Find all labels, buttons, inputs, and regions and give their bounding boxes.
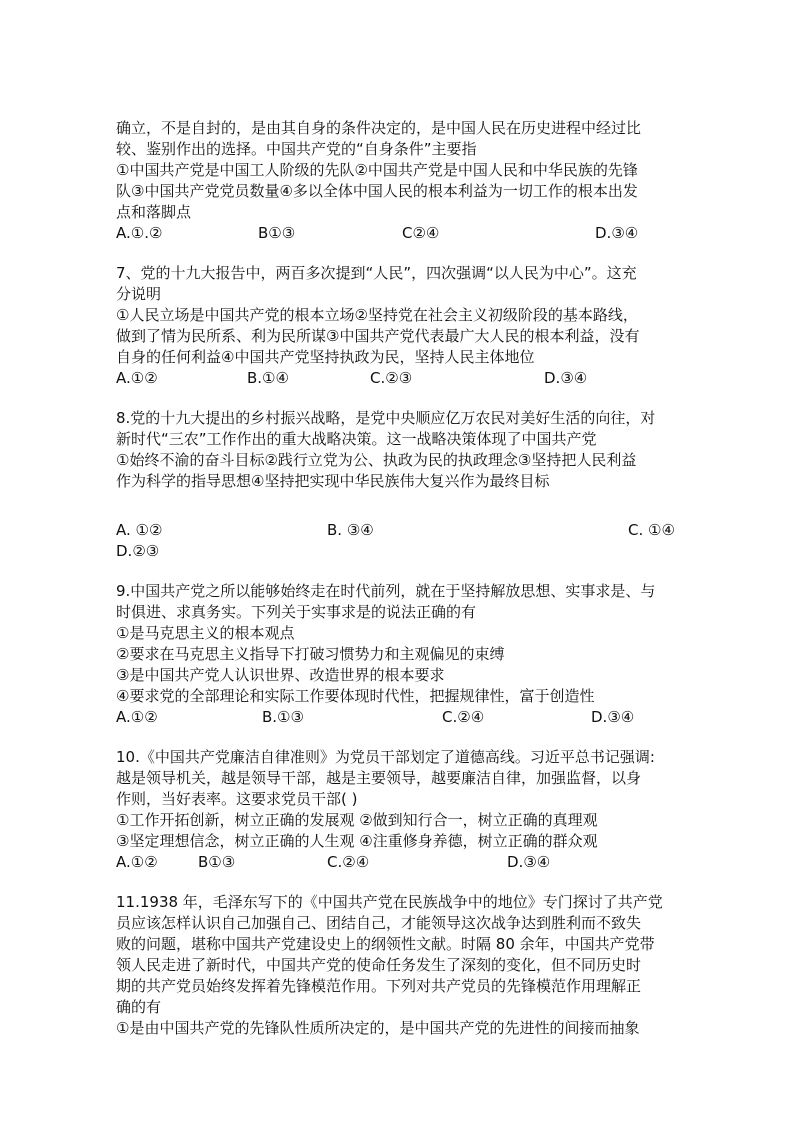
- question-text-line: ①中国共产党是中国工人阶级的先队②中国共产党是中国人民和中华民族的先锋: [116, 161, 638, 179]
- question-text-line: 期的共产党员始终发挥着先锋模范作用。下列对共产党员的先锋模范作用理解正: [116, 977, 642, 995]
- question-10: [116, 747, 686, 873]
- answer-options: [116, 707, 686, 728]
- option-a: A.①②: [116, 708, 158, 726]
- option-c: C.②④: [327, 853, 370, 871]
- option-c: C②④: [402, 224, 440, 242]
- option-a: A.①②: [116, 369, 158, 387]
- question-text-line: 时俱进、求真务实。下列关于实事求是的说法正确的有: [116, 603, 477, 621]
- question-text-line: 11.1938 年，毛泽东写下的《中国共产党在民族战争中的地位》专门探讨了共产党: [116, 893, 663, 911]
- question-text-line: 较、鉴别作出的选择。中国共产党的“自身条件”主要指: [116, 140, 477, 158]
- question-8: [116, 408, 686, 562]
- question-9: [116, 581, 686, 728]
- question-text-line: 分说明: [116, 285, 162, 303]
- question-text-line: 做到了情为民所系、利为民所谋③中国共产党代表最广大人民的根本利益，没有: [116, 327, 640, 345]
- question-text-line: 作为科学的指导思想④坚持把实现中华民族伟大复兴作为最终目标: [116, 472, 550, 490]
- question-text-line: 点和落脚点: [116, 203, 192, 221]
- question-text-line: ②要求在马克思主义指导下打破习惯势力和主观偏见的束缚: [116, 645, 505, 663]
- question-text-line: ③是中国共产党人认识世界、改造世界的根本要求: [116, 666, 445, 684]
- option-d: D.③④: [507, 853, 551, 871]
- option-d: D.②③: [116, 542, 160, 560]
- question-text-line: ①是由中国共产党的先锋队性质所决定的，是中国共产党的先进性的间接而抽象: [116, 1019, 640, 1037]
- option-a: A.①②: [116, 853, 158, 871]
- question-text-line: ①工作开拓创新，树立正确的发展观 ②做到知行合一，树立正确的真理观: [116, 811, 598, 829]
- document-page: [116, 118, 686, 1039]
- option-b: B.①④: [247, 369, 289, 387]
- question-text-line: 自身的任何利益④中国共产党坚持执政为民，坚持人民主体地位: [116, 348, 535, 366]
- question-text-line: ④要求党的全部理论和实际工作要体现时代性，把握规律性，富于创造性: [116, 687, 595, 705]
- question-text-line: 员应该怎样认识自己加强自己、团结自己，才能领导这次战争达到胜利而不致失: [116, 914, 642, 932]
- answer-options: [116, 368, 686, 389]
- question-text-line: 确的有: [116, 998, 162, 1016]
- answer-options: [116, 520, 686, 541]
- question-text-line: 9.中国共产党之所以能够始终走在时代前列，就在于坚持解放思想、实事求是、与: [116, 582, 656, 600]
- question-text-line: 领人民走进了新时代，中国共产党的使命任务发生了深刻的变化，但不同历史时: [116, 956, 642, 974]
- question-text-line: 确立，不是自封的，是由其自身的条件决定的，是中国人民在历史进程中经过比: [116, 119, 642, 137]
- question-6: [116, 118, 686, 244]
- option-d: D.③④: [591, 708, 635, 726]
- question-11: [116, 892, 686, 1039]
- question-text-line: 10.《中国共产党廉洁自律准则》为党员干部划定了道德高线。习近平总书记强调:: [116, 748, 655, 766]
- option-a: A.①.②: [116, 224, 163, 242]
- option-d: D.③④: [544, 369, 588, 387]
- question-text-line: 新时代“三农”工作作出的重大战略决策。这一战略决策体现了中国共产党: [116, 430, 597, 448]
- question-7: [116, 263, 686, 389]
- question-text-line: 败的问题，堪称中国共产党建设史上的纲领性文献。时隔 80 余年，中国共产党带: [116, 935, 655, 953]
- question-text-line: ①人民立场是中国共产党的根本立场②坚持党在社会主义初级阶段的基本路线，: [116, 306, 638, 324]
- answer-options: [116, 852, 686, 873]
- question-text-line: ①是马克思主义的根本观点: [116, 624, 295, 642]
- option-d: D.③④: [595, 224, 639, 242]
- option-a: A. ①②: [116, 521, 163, 539]
- option-c: C. ①④: [628, 521, 675, 539]
- option-b: B①③: [198, 853, 236, 871]
- option-c: C.②③: [370, 369, 413, 387]
- question-text-line: 越是领导机关，越是领导干部，越是主要领导，越要廉洁自律，加强监督，以身: [116, 769, 642, 787]
- question-text-line: 8.党的十九大提出的乡村振兴战略，是党中央顺应亿万农民对美好生活的向往，对: [116, 409, 656, 427]
- option-b: B.①③: [262, 708, 304, 726]
- answer-options: [116, 223, 686, 244]
- option-b: B. ③④: [327, 521, 374, 539]
- question-text-line: 7、党的十九大报告中，两百多次提到“人民”，四次强调“以人民为中心”。这充: [116, 264, 637, 282]
- option-b: B①③: [258, 224, 296, 242]
- option-c: C.②④: [442, 708, 485, 726]
- question-text-line: ①始终不渝的奋斗目标②践行立党为公、执政为民的执政理念③坚持把人民利益: [116, 451, 637, 469]
- question-text-line: ③坚定理想信念，树立正确的人生观 ④注重修身养德，树立正确的群众观: [116, 832, 598, 850]
- question-text-line: 作则，当好表率。这要求党员干部( ): [116, 790, 358, 808]
- question-text-line: 队③中国共产党党员数量④多以全体中国人民的根本利益为一切工作的根本出发: [116, 182, 638, 200]
